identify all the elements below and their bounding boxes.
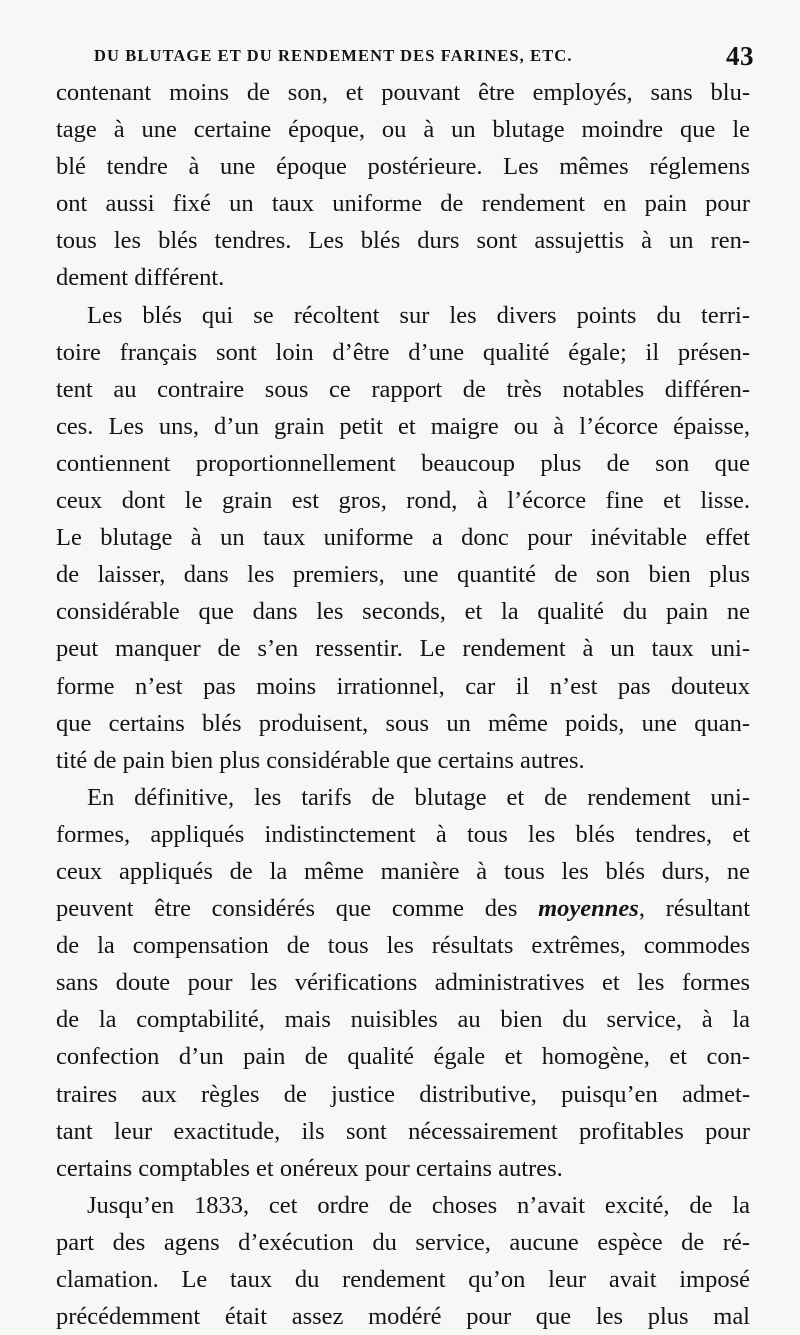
running-title: DU BLUTAGE ET DU RENDEMENT DES FARINES, ETC. <box>94 46 573 65</box>
text-line: formes, appliqués indistinctement à tous les blés tendres, et <box>56 820 750 848</box>
text-line: certains comptables et onéreux pour certains autres. <box>56 1154 563 1182</box>
text-line: contenant moins de son, et pouvant être employés, sans blu- <box>56 79 750 106</box>
text-line: tage à une certaine époque, ou à un blutage moindre que le <box>56 116 750 144</box>
text-line: Les blés qui se récoltent sur les divers points du terri- <box>87 301 750 329</box>
text-line: de la comptabilité, mais nuisibles au bien du service, à la <box>56 1006 750 1034</box>
text-line: Le blutage à un taux uniforme a donc pour inévitable effet <box>56 524 750 552</box>
text-line: Jusqu’en 1833, cet ordre de choses n’avait excité, de la <box>87 1191 750 1219</box>
text-line: précédemment était assez modéré pour que les plus mal <box>56 1303 750 1331</box>
italic-term: moyennes <box>538 895 639 923</box>
body-text <box>56 74 750 1335</box>
text-line: tent au contraire sous ce rapport de très notables différen- <box>56 375 750 403</box>
text-segment: , résultant <box>638 895 751 923</box>
text-line: confection d’un pain de qualité égale et homogène, et con- <box>56 1043 750 1071</box>
text-line: de la compensation de tous les résultats extrêmes, commodes <box>56 932 750 960</box>
text-line: En définitive, les tarifs de blutage et de rendement uni- <box>87 783 750 811</box>
text-line: dement différent. <box>56 264 225 292</box>
text-line: considérable que dans les seconds, et la qualité du pain ne <box>56 598 750 626</box>
text-line: que certains blés produisent, sous un même poids, une quan- <box>56 709 750 737</box>
text-line: forme n’est pas moins irrationnel, car il n’est pas douteux <box>56 672 750 700</box>
text-line: sans doute pour les vérifications administratives et les formes <box>56 969 750 997</box>
text-line: toire français sont loin d’être d’une qualité égale; il présen- <box>56 338 750 366</box>
text-line: contiennent proportionnellement beaucoup plus de son que <box>56 449 750 477</box>
text-line: ceux appliqués de la même manière à tous les blés durs, ne <box>56 857 750 885</box>
running-header <box>94 42 754 76</box>
text-line: ont aussi fixé un taux uniforme de rendement en pain pour <box>56 190 750 218</box>
page-number: 43 <box>726 41 754 71</box>
text-line: de laisser, dans les premiers, une quantité de son bien plus <box>56 561 750 589</box>
text-segment: peuvent être considérés que comme des <box>56 895 518 923</box>
text-line <box>56 890 750 927</box>
text-line: blé tendre à une époque postérieure. Les mêmes réglemens <box>56 153 750 181</box>
text-line: tous les blés tendres. Les blés durs sont assujettis à un ren- <box>56 227 750 255</box>
text-line: tant leur exactitude, ils sont nécessairement profitables pour <box>56 1117 750 1145</box>
text-line: tité de pain bien plus considérable que certains autres. <box>56 746 585 774</box>
text-line: ces. Les uns, d’un grain petit et maigre ou à l’écorce épaisse, <box>56 412 750 440</box>
text-line: peut manquer de s’en ressentir. Le rendement à un taux uni- <box>56 635 750 663</box>
text-line: part des agens d’exécution du service, aucune espèce de ré- <box>56 1228 750 1256</box>
text-line: clamation. Le taux du rendement qu’on leur avait imposé <box>56 1266 750 1293</box>
text-line: traires aux règles de justice distributive, puisqu’en admet- <box>56 1080 750 1108</box>
text-line: ceux dont le grain est gros, rond, à l’écorce fine et lisse. <box>56 487 750 515</box>
